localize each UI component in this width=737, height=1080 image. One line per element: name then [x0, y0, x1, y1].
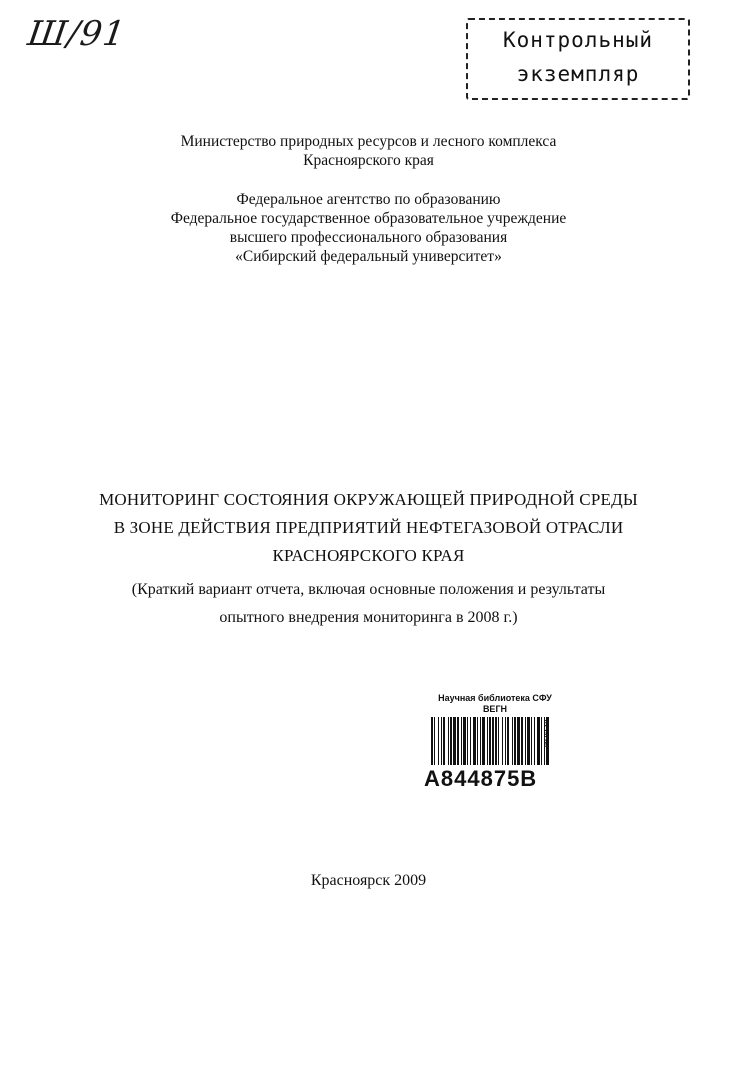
- city-year: Красноярск 2009: [310, 872, 427, 889]
- institution-line: Федеральное агентство по образованию: [236, 191, 501, 208]
- library-label: [420, 693, 570, 793]
- ministry-line: Красноярского края: [303, 152, 434, 169]
- subtitle-line: опытного внедрения мониторинга в 2008 г.): [219, 609, 518, 626]
- handwritten-mark: Ш/91: [25, 14, 129, 54]
- barcode-icon: [430, 717, 552, 765]
- ministry-header: [0, 132, 737, 170]
- institution-line: «Сибирский федеральный университет»: [235, 248, 502, 265]
- library-code: ВЕГН: [482, 704, 508, 714]
- institution-line: Федеральное государственное образовательное учреждение: [170, 210, 567, 227]
- subtitle-line: (Краткий вариант отчета, включая основные положения и результаты: [131, 581, 606, 598]
- label-date: 09.03.10: [544, 719, 551, 747]
- library-name: Научная библиотека СФУ: [438, 693, 552, 703]
- inventory-number: А844875В: [424, 766, 538, 791]
- institution-header: [0, 190, 737, 266]
- institution-line: высшего профессионального образования: [229, 229, 508, 246]
- title-line: В ЗОНЕ ДЕЙСТВИЯ ПРЕДПРИЯТИЙ НЕФТЕГАЗОВОЙ ОТРАСЛИ: [113, 518, 624, 537]
- ministry-line: Министерство природных ресурсов и лесного комплекса: [180, 133, 557, 150]
- stamp-line-2: экземпляр: [516, 62, 640, 86]
- report-title: [0, 486, 737, 570]
- control-copy-stamp: [466, 18, 690, 100]
- stamp-line-1: Контрольный: [502, 28, 654, 52]
- title-line: МОНИТОРИНГ СОСТОЯНИЯ ОКРУЖАЮЩЕЙ ПРИРОДНОЙ СРЕДЫ: [99, 490, 638, 509]
- report-subtitle: [0, 576, 737, 632]
- title-line: КРАСНОЯРСКОГО КРАЯ: [272, 546, 465, 565]
